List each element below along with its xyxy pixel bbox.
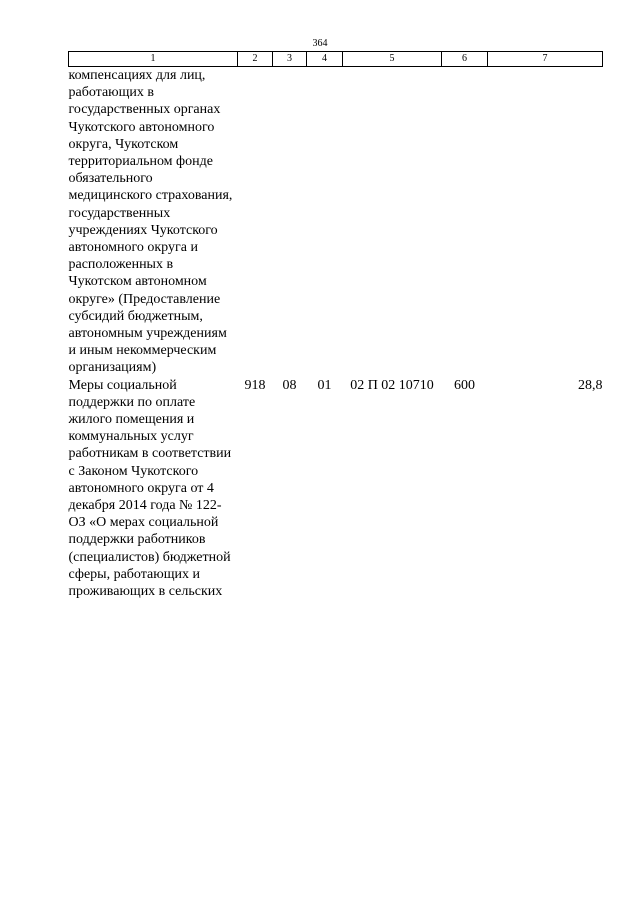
column-header-3: 3 [273, 52, 307, 67]
column-number-row [69, 52, 603, 67]
row-subsection-code [307, 67, 343, 377]
column-header-5: 5 [343, 52, 442, 67]
row-ministry-code [238, 67, 273, 377]
row-ministry-code: 918 [244, 377, 266, 393]
row-amount: 28,8 [578, 377, 603, 393]
table-row [69, 67, 603, 377]
row-name: компенсациях для лиц, работающих в государственных органах Чукотского автономного округа, Чукотском территориальном фонде обязательного медицинского страхования, государственных учреждениях Чукотского автономного округа и расположенных в Чукотском автономном округе» (Предоставление субсидий бюджетным, автономным учреждениям и иным некоммерческим организациям) [68, 68, 233, 376]
row-expense-type: 600 [454, 377, 475, 393]
row-subsection-code: 01 [317, 377, 332, 393]
page-number: 364 [312, 38, 328, 49]
column-header-2: 2 [238, 52, 273, 67]
row-name: Меры социальной поддержки по оплате жилого помещения и коммунальных услуг работникам в соответствии с Законом Чукотского автономного округа от 4 декабря 2014 года № 122-ОЗ «О мерах социальной поддержки работников (специалистов) бюджетной сферы, работающих и проживающих в сельских [68, 377, 232, 600]
row-section-code [273, 67, 307, 377]
row-expense-type [442, 67, 488, 377]
column-header-6: 6 [442, 52, 488, 67]
table-row [69, 377, 603, 601]
column-header-1: 1 [69, 52, 238, 67]
row-target-article [343, 67, 442, 377]
row-target-article: 02 П 02 10710 [350, 377, 434, 393]
row-amount [488, 67, 603, 377]
column-header-7: 7 [488, 52, 603, 67]
table-header [69, 52, 603, 67]
column-header-4: 4 [307, 52, 343, 67]
budget-table [68, 51, 603, 600]
row-section-code: 08 [282, 377, 297, 393]
